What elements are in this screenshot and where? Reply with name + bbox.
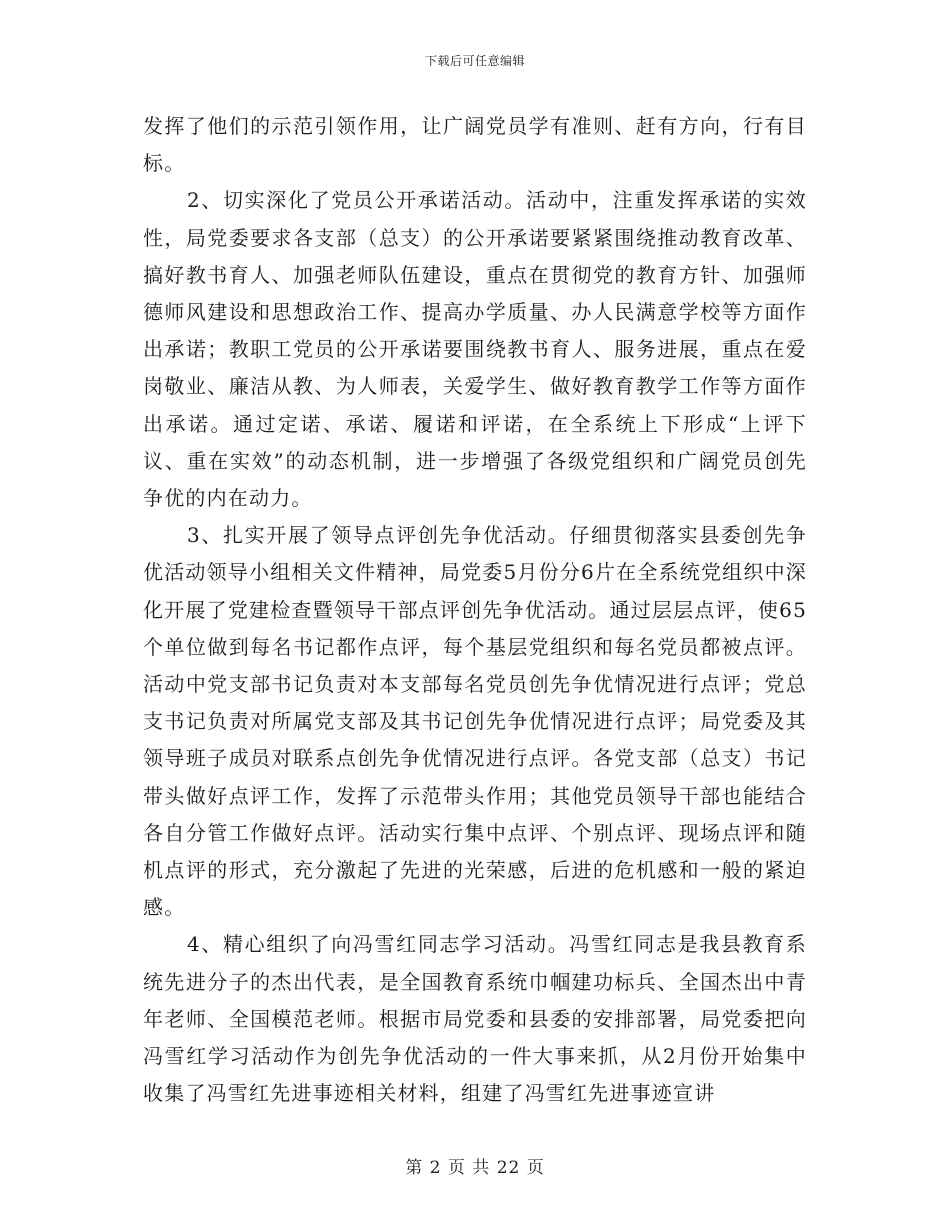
footer-mid: 页 共 bbox=[447, 1158, 491, 1178]
paragraph-item-4: 4、精心组织了向冯雪红同志学习活动。冯雪红同志是我县教育系统先进分子的杰出代表，是全国教育系统巾帼建功标兵、全国杰出中青年老师、全国模范老师。根据市局党委和县委的安排部署，局党委把向冯雪红学习活动作为创先争优活动的一件大事来抓，从2月份开始集中收集了冯雪红先进事迹相关材料，组建了冯雪红先进事迹宣讲 bbox=[143, 932, 807, 1106]
total-pages-number: 22 bbox=[496, 1158, 521, 1178]
paragraph-item-3: 3、扎实开展了领导点评创先争优活动。仔细贯彻落实县委创先争优活动领导小组相关文件精神，局党委5月份分6片在全系统党组织中深化开展了党建检查暨领导干部点评创先争优活动。通过层层点评，使65个单位做到每名书记都作点评，每个基层党组织和每名党员都被点评。活动中党支部书记负责对本支部每名党员创先争优情况进行点评；党总支书记负责对所属党支部及其书记创先争优情况进行点评；局党委及其领导班子成员对联系点创先争优情况进行点评。各党支部（总支）书记带头做好点评工作，发挥了示范带头作用；其他党员领导干部也能结合各自分管工作做好点评。活动实行集中点评、个别点评、现场点评和随机点评的形式，充分激起了先进的光荣感，后进的危机感和一般的紧迫感。 bbox=[143, 523, 807, 920]
page-footer bbox=[0, 1153, 950, 1178]
paragraph-continuation: 发挥了他们的示范引领作用，让广阔党员学有准则、赶有方向，行有目标。 bbox=[143, 114, 807, 176]
document-body bbox=[143, 108, 807, 1112]
footer-prefix: 第 bbox=[405, 1158, 424, 1178]
page-header: 下载后可任意编辑 bbox=[424, 54, 525, 68]
paragraph-item-2: 2、切实深化了党员公开承诺活动。活动中，注重发挥承诺的实效性，局党委要求各支部（总支）的公开承诺要紧紧围绕推动教育改革、搞好教书育人、加强老师队伍建设，重点在贯彻党的教育方针、加强师德师风建设和思想政治工作、提高办学质量、办人民满意学校等方面作出承诺；教职工党员的公开承诺要围绕教书育人、服务进展，重点在爱岗敬业、廉洁从教、为人师表，关爱学生、做好教育教学工作等方面作出承诺。通过定诺、承诺、履诺和评诺，在全系统上下形成“上评下议、重在实效”的动态机制，进一步增强了各级党组织和广阔党员创先争优的内在动力。 bbox=[143, 188, 807, 511]
current-page-number: 2 bbox=[429, 1158, 442, 1178]
footer-suffix: 页 bbox=[526, 1158, 545, 1178]
